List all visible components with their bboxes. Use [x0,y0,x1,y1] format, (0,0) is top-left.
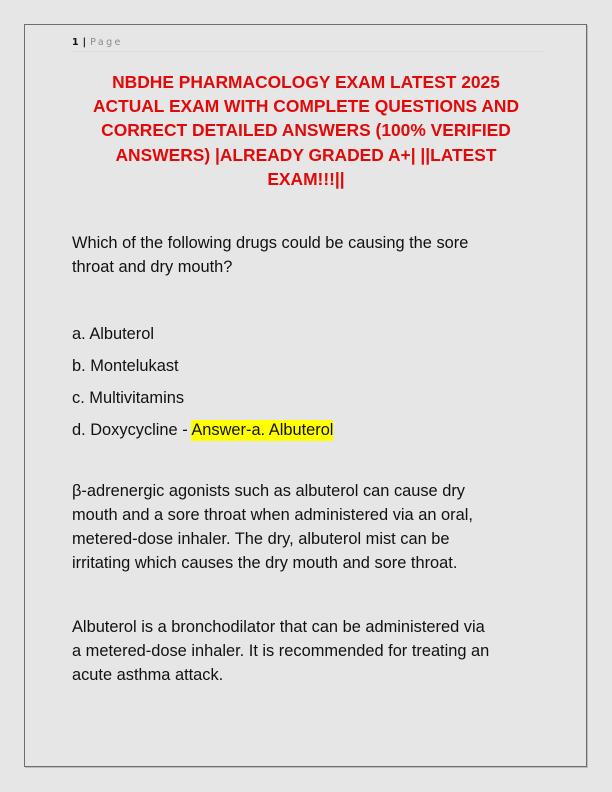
page-header [72,36,543,52]
answer-options [72,318,542,446]
explanation-paragraph-1 [72,479,542,575]
title-line: CORRECT DETAILED ANSWERS (100% VERIFIED [101,120,511,141]
explanation-line: acute asthma attack. [72,666,224,684]
title-line: NBDHE PHARMACOLOGY EXAM LATEST 2025 [112,72,500,92]
document-title [72,70,540,191]
question-text [72,231,542,279]
question-line: throat and dry mouth? [72,258,233,277]
question-line: Which of the following drugs could be causing the sore [72,234,469,252]
option-b: b. Montelukast [72,357,179,375]
page-number: 1 [72,37,79,48]
explanation-line: a metered-dose inhaler. It is recommended for treating an [72,642,490,660]
title-line: EXAM!!!|| [267,168,345,189]
explanation-line: metered-dose inhaler. The dry, albuterol mist can be [72,530,450,548]
page-label: Page [90,37,123,48]
explanation-paragraph-2 [72,615,542,687]
explanation-line: Albuterol is a bronchodilator that can be administered via [72,618,485,636]
explanation-line: irritating which causes the dry mouth and sore throat. [72,554,458,572]
correct-answer-highlight: Answer-a. Albuterol [191,421,334,439]
option-d-label: d. Doxycycline - [72,421,192,439]
option-a: a. Albuterol [72,325,155,343]
title-line: ANSWERS) |ALREADY GRADED A+| ||LATEST [115,144,497,165]
option-d [72,414,542,446]
explanation-line: β-adrenergic agonists such as albuterol can cause dry [72,482,465,500]
page-separator: | [82,37,87,48]
option-c: c. Multivitamins [72,389,185,407]
explanation-line: mouth and a sore throat when administered via an oral, [72,506,473,524]
title-line: ACTUAL EXAM WITH COMPLETE QUESTIONS AND [92,96,520,117]
